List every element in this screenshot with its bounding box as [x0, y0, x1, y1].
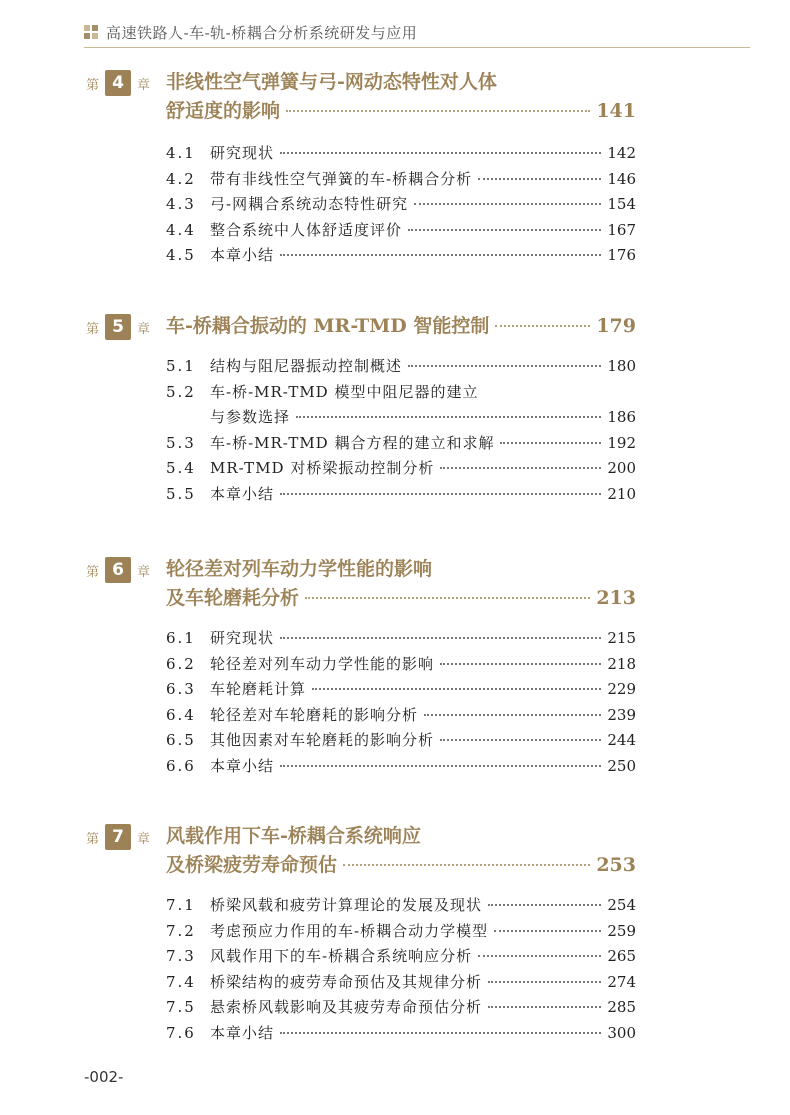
book-title: 高速铁路人-车-轨-桥耦合分析系统研发与应用	[106, 23, 418, 42]
section-title: 车-桥-MR-TMD 耦合方程的建立和求解	[210, 433, 495, 452]
section-page: 265	[607, 947, 636, 965]
chapter-label	[86, 557, 150, 583]
leader-dots	[440, 467, 601, 469]
toc-entry[interactable]	[166, 627, 636, 653]
section-number: 7.1	[166, 896, 196, 914]
leader-dots	[280, 765, 601, 767]
toc-entry[interactable]	[166, 755, 636, 781]
section-number: 6.2	[166, 654, 196, 673]
section-page: 239	[607, 705, 636, 724]
section-number: 6.4	[166, 705, 196, 724]
toc-entry[interactable]	[166, 483, 636, 509]
leader-dots	[414, 203, 601, 205]
leader-dots	[500, 442, 601, 444]
section-number: 5.1	[166, 357, 196, 375]
toc-entry[interactable]	[166, 704, 636, 730]
toc-entry[interactable]	[166, 355, 636, 381]
leader-dots	[280, 254, 601, 256]
section-page: 210	[607, 484, 636, 503]
section-page: 259	[607, 921, 636, 940]
chapter-title[interactable]	[166, 312, 636, 341]
section-list	[166, 627, 636, 780]
section-number: 4.5	[166, 246, 196, 264]
toc-entry[interactable]	[166, 244, 636, 270]
section-title: MR-TMD 对桥梁振动控制分析	[210, 459, 435, 477]
leader-dots	[280, 493, 601, 495]
section-number: 7.5	[166, 998, 196, 1016]
section-title: 悬索桥风载影响及其疲劳寿命预估分析	[210, 998, 483, 1016]
chapter-title[interactable]	[166, 555, 636, 613]
section-list	[166, 894, 636, 1047]
chapter-label	[86, 824, 150, 850]
leader-dots	[488, 1006, 601, 1008]
section-title: 风载作用下的车-桥耦合系统响应分析	[210, 947, 473, 965]
section-title: 本章小结	[210, 484, 275, 503]
leader-dots	[312, 688, 601, 690]
section-page: 180	[607, 357, 636, 375]
chapter-title[interactable]	[166, 68, 636, 126]
section-title: 轮径差对车轮磨耗的影响分析	[210, 705, 419, 724]
section-page: 215	[607, 629, 636, 647]
section-title: 车轮磨耗计算	[210, 680, 307, 698]
section-page: 254	[607, 896, 636, 914]
section-title: 本章小结	[210, 1023, 275, 1042]
leader-dots	[440, 663, 601, 665]
section-number: 6.5	[166, 731, 196, 749]
section-page: 274	[607, 972, 636, 991]
section-page: 244	[607, 731, 636, 749]
section-number: 7.4	[166, 972, 196, 991]
header-divider	[84, 47, 750, 48]
section-title: 本章小结	[210, 246, 275, 264]
section-title: 本章小结	[210, 756, 275, 775]
leader-dots	[343, 864, 590, 866]
section-page: 200	[607, 459, 636, 477]
toc-entry[interactable]	[166, 653, 636, 679]
section-number: 7.2	[166, 921, 196, 940]
section-number: 4.2	[166, 169, 196, 188]
toc-entry-continued[interactable]	[166, 406, 636, 432]
leader-dots	[440, 739, 601, 741]
chapter-prefix: 第	[86, 564, 100, 580]
section-number: 6.3	[166, 680, 196, 698]
chapter-title[interactable]	[166, 822, 636, 880]
chapter-prefix: 第	[86, 831, 100, 847]
leader-dots	[280, 152, 601, 154]
leader-dots	[494, 930, 601, 932]
chapter-title-line2: 及桥梁疲劳寿命预估	[166, 854, 338, 876]
toc-entry[interactable]	[166, 945, 636, 971]
toc-entry[interactable]	[166, 142, 636, 168]
chapter-title-line1: 车-桥耦合振动的 MR-TMD 智能控制	[166, 315, 490, 337]
section-title: 弓-网耦合系统动态特性研究	[210, 195, 409, 213]
chapter-title-line2: 及车轮磨耗分析	[166, 587, 300, 609]
section-title: 桥梁结构的疲劳寿命预估及其规律分析	[210, 972, 483, 991]
section-page: 218	[607, 654, 636, 673]
chapter-prefix: 第	[86, 77, 100, 93]
section-title: 研究现状	[210, 629, 275, 647]
leader-dots	[280, 637, 601, 639]
section-title: 轮径差对列车动力学性能的影响	[210, 654, 435, 673]
chapter-title-line2: 舒适度的影响	[166, 100, 281, 122]
chapter-suffix: 章	[137, 321, 151, 337]
section-number: 6.1	[166, 629, 196, 647]
section-number: 5.3	[166, 433, 196, 452]
section-page: 176	[607, 246, 636, 264]
running-header	[84, 20, 417, 44]
section-page: 250	[607, 756, 636, 775]
toc-entry[interactable]	[166, 729, 636, 755]
chapter-number-badge: 6	[105, 557, 131, 583]
chapter-prefix: 第	[86, 321, 100, 337]
toc-entry[interactable]	[166, 457, 636, 483]
section-list	[166, 355, 636, 508]
leader-dots	[478, 955, 601, 957]
leader-dots	[296, 416, 601, 418]
section-title: 带有非线性空气弹簧的车-桥耦合分析	[210, 169, 473, 188]
chapter-number-badge: 4	[105, 70, 131, 96]
section-page: 154	[607, 195, 636, 213]
chapter-page: 179	[596, 315, 636, 337]
chapter-label	[86, 314, 150, 340]
leader-dots	[478, 178, 601, 180]
leader-dots	[408, 229, 601, 231]
section-page: 167	[607, 220, 636, 239]
toc-entry[interactable]	[166, 996, 636, 1022]
chapter-label	[86, 70, 150, 96]
toc-entry[interactable]	[166, 432, 636, 458]
section-number: 4.4	[166, 220, 196, 239]
section-number: 5.2	[166, 382, 196, 401]
chapter-title-line1: 非线性空气弹簧与弓-网动态特性对人体	[166, 71, 497, 93]
section-title: 研究现状	[210, 144, 275, 162]
toc-entry[interactable]	[166, 894, 636, 920]
toc-entry[interactable]	[166, 920, 636, 946]
section-title-continued: 与参数选择	[210, 408, 291, 426]
chapter-suffix: 章	[137, 831, 151, 847]
chapter-number-badge: 5	[105, 314, 131, 340]
section-page: 300	[607, 1023, 636, 1042]
toc-entry[interactable]	[166, 971, 636, 997]
chapter-page: 141	[596, 100, 636, 122]
chapter-suffix: 章	[137, 77, 151, 93]
section-title: 桥梁风载和疲劳计算理论的发展及现状	[210, 896, 483, 914]
section-page: 285	[607, 998, 636, 1016]
section-page: 142	[607, 144, 636, 162]
chapter-title-line1: 轮径差对列车动力学性能的影响	[166, 558, 433, 580]
chapter-page: 253	[596, 854, 636, 876]
toc-entry[interactable]	[166, 678, 636, 704]
section-title: 考虑预应力作用的车-桥耦合动力学模型	[210, 921, 489, 940]
section-number: 6.6	[166, 756, 196, 775]
section-number: 5.5	[166, 484, 196, 503]
toc-entry[interactable]	[166, 219, 636, 245]
toc-entry[interactable]	[166, 193, 636, 219]
leader-dots	[424, 714, 601, 716]
chapter-page: 213	[596, 587, 636, 609]
leader-dots	[305, 597, 590, 599]
section-number: 4.3	[166, 195, 196, 213]
page-number: -002-	[84, 1068, 124, 1086]
toc-entry[interactable]	[166, 381, 636, 407]
chapter-suffix: 章	[137, 564, 151, 580]
section-title: 车-桥-MR-TMD 模型中阻尼器的建立	[210, 382, 479, 401]
section-list	[166, 142, 636, 270]
section-page: 186	[607, 408, 636, 426]
grid-squares-icon	[84, 25, 98, 39]
chapter-number-badge: 7	[105, 824, 131, 850]
toc-entry[interactable]	[166, 168, 636, 194]
chapter-title-line1: 风载作用下车-桥耦合系统响应	[166, 825, 421, 847]
leader-dots	[280, 1032, 601, 1034]
section-title: 其他因素对车轮磨耗的影响分析	[210, 731, 435, 749]
leader-dots	[495, 325, 590, 327]
leader-dots	[488, 981, 601, 983]
section-number: 7.3	[166, 947, 196, 965]
section-number: 5.4	[166, 459, 196, 477]
section-number: 4.1	[166, 144, 196, 162]
toc-entry[interactable]	[166, 1022, 636, 1048]
section-title: 结构与阻尼器振动控制概述	[210, 357, 403, 375]
leader-dots	[488, 904, 601, 906]
section-page: 192	[607, 433, 636, 452]
section-page: 229	[607, 680, 636, 698]
section-title: 整合系统中人体舒适度评价	[210, 220, 403, 239]
leader-dots	[286, 110, 590, 112]
section-number: 7.6	[166, 1023, 196, 1042]
section-page: 146	[607, 169, 636, 188]
leader-dots	[408, 365, 601, 367]
